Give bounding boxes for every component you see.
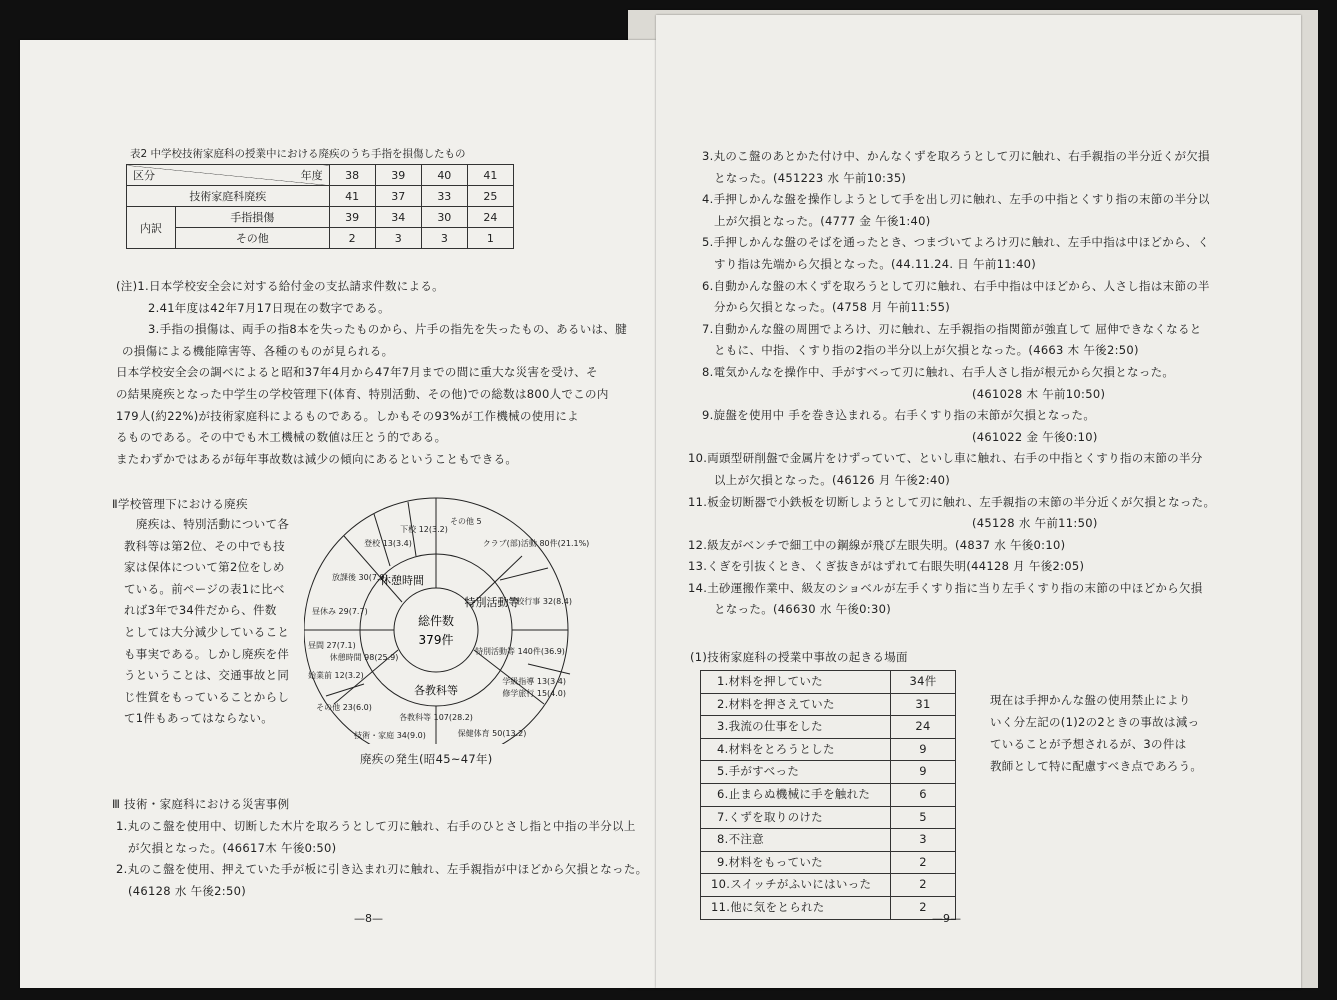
pie-inner-category: 各教科等 [414,684,458,697]
list-row [701,874,955,897]
pie-label: 放課後 30(7.9) [332,573,388,582]
list-count: 3 [890,829,955,851]
corner-right: 年度 [300,169,323,182]
case-list-right [688,146,1216,621]
case-line: (461022 金 午後0:10) [972,429,1098,444]
case-line: すり指は先端から欠損となった。(44.11.24. 日 午前11:40) [714,256,1037,271]
cell: 37 [375,186,421,207]
case-line: 9.旋盤を使用中 手を巻き込まれる。右手くすり指の末節が欠損となった。 [702,408,1096,423]
case-line: 4.手押しかんな盤を操作しようとして手を出し刃に触れ、左手の中指とくすり指の末節の半分以 [702,192,1210,207]
page-number: —8— [354,912,383,925]
list-count: 5 [890,807,955,829]
case-line: となった。(46630 水 午後0:30) [714,602,891,617]
section3-title: Ⅲ 技術・家庭科における災害事例 [112,797,290,811]
pie-label: その他 23(6.0) [316,703,372,712]
list-label: 2.材料を押さえていた [717,696,835,711]
note-line: いく分左記の(1)2の2ときの事故は減っ [990,715,1200,729]
case-line: (461028 木 午前10:50) [972,386,1106,401]
list-label: 3.我流の仕事をした [717,719,823,734]
case-line: となった。(451223 水 午前10:35) [714,170,907,185]
body-line: の結果廃疾となった中学生の学校管理下(体育、特別活動、その他)での総数は800人でこの内 [116,386,609,401]
year-cell: 39 [375,165,421,186]
note-line: 教師として特に配慮すべき点であろう。 [990,759,1203,773]
cell: 34 [375,207,421,228]
cell: 1 [467,228,513,249]
case-line: 6.自動かんな盤の木くずを取ろうとして刃に触れ、右手中指は中ほどから、人さし指は末節の半 [702,278,1210,293]
case-line: 10.両頭型研削盤で金属片をけずっていて、といし車に触れ、右手の中指とくすり指の末節の半分 [688,451,1203,466]
list-count: 24 [890,716,955,738]
left-page [20,40,656,988]
list-title: (1)技術家庭科の授業中事故の起きる場面 [690,650,908,664]
case-line: が欠損となった。(46617木 午後0:50) [128,840,337,855]
cell: 2 [329,228,375,249]
list-count: 2 [890,897,955,919]
list-row [701,807,955,830]
cell: 30 [421,207,467,228]
cell: 3 [421,228,467,249]
case-line: 分から欠損となった。(4758 月 午前11:55) [714,300,950,315]
list-count: 34件 [890,671,955,693]
pie-center-title: 総件数 [417,614,455,628]
group-label: 内訳 [127,207,176,249]
case-line: 12.級友がベンチで細工中の鋼線が飛び左眼失明。(4837 水 午後0:10) [688,537,1066,552]
list-count: 9 [890,761,955,783]
list-label: 5.手がすべった [717,764,800,779]
list-row [701,829,955,852]
body-line: るものである。その中でも木工機械の数値は圧とう的である。 [116,430,447,445]
pie-caption: 廃疾の発生(昭45~47年) [360,752,493,766]
list-label: 1.材料を押していた [717,674,823,688]
text-line: ている。前ページの表1に比べ [124,581,285,596]
pie-label: 登校 13(3.4) [364,539,412,548]
year-cell: 38 [329,165,375,186]
text-line: じ性質をもっていることからし [124,689,290,704]
text-line: 廃疾は、特別活動について各 [136,517,290,531]
row-label: 手指損傷 [176,207,330,228]
text-line: 教科等は第2位、その中でも技 [124,538,286,553]
case-line: ともに、中指、くすり指の2指の半分以上が欠損となった。(4663 木 午後2:50) [714,343,1139,358]
pie-label: 各教科等 107(28.2) [399,713,473,722]
notes-block [116,276,627,470]
list-label: 8.不注意 [717,832,764,847]
incident-list [700,670,956,920]
pie-label: 昼間 27(7.1) [308,641,356,650]
case-list-left [116,816,647,902]
text-line: も事実である。しかし廃疾を伴 [124,646,290,661]
case-line: 2.丸のこ盤を使用、押えていた手が板に引き込まれ刃に触れ、左手親指が中ほどから欠損となった。 [116,862,648,877]
note-line: 3.手指の損傷は、両手の指8本を失ったものから、片手の指先を失ったもの、あるいは、腱 [148,322,627,337]
cell: 25 [467,186,513,207]
list-label: 7.くずを取りのけた [717,809,823,824]
text-line: うということは、交通事故と同 [124,668,290,683]
list-count: 2 [890,852,955,874]
section2-text [124,514,289,730]
list-count: 6 [890,784,955,806]
pie-center-value: 379件 [418,633,454,647]
pie-inner-category: 休憩時間 [380,574,424,587]
cell: 24 [467,207,513,228]
cell: 3 [375,228,421,249]
pie-label: 修学旅行 15(4.0) [502,689,566,698]
list-label: 9.材料をもっていた [717,854,823,869]
text-line: て1件もあってはならない。 [124,711,274,726]
section2-title: Ⅱ学校管理下における廃疾 [112,497,248,511]
text-line: 家は保体について第2位をしめ [124,560,285,575]
case-line: 11.板金切断器で小鉄板を切断しようとして刃に触れ、左手親指の末節の半分近くが欠損となった。 [688,494,1216,509]
case-line: (45128 水 午前11:50) [972,516,1098,531]
list-row [701,852,955,875]
note-line: ていることが予想されるが、3の件は [990,737,1187,751]
pie-diagram [304,484,594,744]
pie-label: 保健体育 50(13.2) [457,729,527,738]
row-label: その他 [176,228,330,249]
text-line: としては大分減少していること [124,624,290,639]
list-label: 10.スイッチがふいにはいった [711,877,872,892]
list-row [701,739,955,762]
pie-inner-category: 特別活動等 [464,596,520,609]
note-line: 2.41年度は42年7月17日現在の数字である。 [148,300,390,315]
table2 [126,164,514,249]
body-line: またわずかではあるが毎年事故数は減少の傾向にあるということもできる。 [116,451,518,466]
body-line: 日本学校安全会の調べによると昭和37年4月から47年7月までの間に重大な災害を受け、そ [116,365,598,380]
pie-label: 始業前 12(3.2) [308,671,364,680]
list-row [701,694,955,717]
list-label: 4.材料をとろうとした [717,741,835,756]
cell: 33 [421,186,467,207]
divider [528,664,570,674]
pie-label: 休憩時間 98(25.9) [329,653,399,662]
pie-label: クラブ(部)活動 80件(21.1%) [482,539,590,548]
page-number: —9— [932,912,961,925]
list-count: 2 [890,874,955,896]
case-line: 1.丸のこ盤を使用中、切断した木片を取ろうとして刃に触れ、右手のひとさし指と中指の半分以上 [116,819,636,833]
body-line: 179人(約22%)が技術家庭科によるものである。しかもその93%が工作機械の使用によ [116,408,579,423]
pie-label: 昼休み 29(7.7) [312,607,368,616]
note-line: の損傷による機能障害等、各種のものが見られる。 [122,343,394,358]
case-line: 13.くぎを引抜くとき、くぎ抜きがはずれて右眼失明(44128 月 午後2:05) [688,559,1085,574]
table2-corner [127,165,330,186]
list-count: 31 [890,694,955,716]
note-line: 現在は手押かんな盤の使用禁止により [990,693,1191,707]
pie-label: 下校 12(3.2) [400,525,448,534]
list-row [701,897,955,920]
corner-left: 区分 [133,169,155,182]
row-label: 技術家庭科廃疾 [127,186,330,207]
note-line: (注)1.日本学校安全会に対する給付金の支払請求件数による。 [116,279,444,293]
case-line: (46128 水 午後2:50) [128,883,246,898]
case-line: 7.自動かんな盤の周囲でよろけ、刃に触れ、左手親指の指関節が強直して 屈伸できなくなると [702,321,1202,336]
list-count: 9 [890,739,955,761]
cell: 41 [329,186,375,207]
case-line: 以上が欠損となった。(46126 月 午後2:40) [714,472,950,487]
year-cell: 40 [421,165,467,186]
table2-title: 表2 中学校技術家庭科の授業中における廃疾のうち手指を損傷したもの [130,148,466,160]
pie-label: その他 5 [450,517,482,526]
case-line: 3.丸のこ盤のあとかた付け中、かんなくずを取ろうとして刃に触れ、右手親指の半分近くが欠損 [702,149,1210,163]
year-cell: 41 [467,165,513,186]
pie-label: 学校行事 32(8.4) [508,597,572,606]
pie-label: 特別活動等 140件(36.9) [475,647,565,656]
text-line: れば3年で34件だから、件数 [124,603,277,618]
list-label: 11.他に気をとられた [711,899,825,914]
case-line: 14.土砂運搬作業中、級友のショベルが左手くすり指に当り左手くすり指の末節の中ほどから欠損 [688,580,1203,595]
case-line: 5.手押しかんな盤のそばを通ったとき、つまづいてよろけ刃に触れ、左手中指は中ほどから、く [702,235,1210,250]
list-row [701,716,955,739]
list-row [701,671,955,694]
pie-label: 技術・家庭 34(9.0) [354,731,426,740]
list-row [701,761,955,784]
case-line: 上が欠損となった。(4777 金 午後1:40) [714,213,931,228]
pie-label: 学級指導 13(3.4) [502,677,566,686]
case-line: 8.電気かんなを操作中、手がすべって刃に触れ、右手人さし指が根元から欠損となった。 [702,364,1175,379]
list-row [701,784,955,807]
side-note [990,689,1202,777]
cell: 39 [329,207,375,228]
right-page [656,15,1301,988]
list-label: 6.止まらぬ機械に手を触れた [717,786,871,801]
